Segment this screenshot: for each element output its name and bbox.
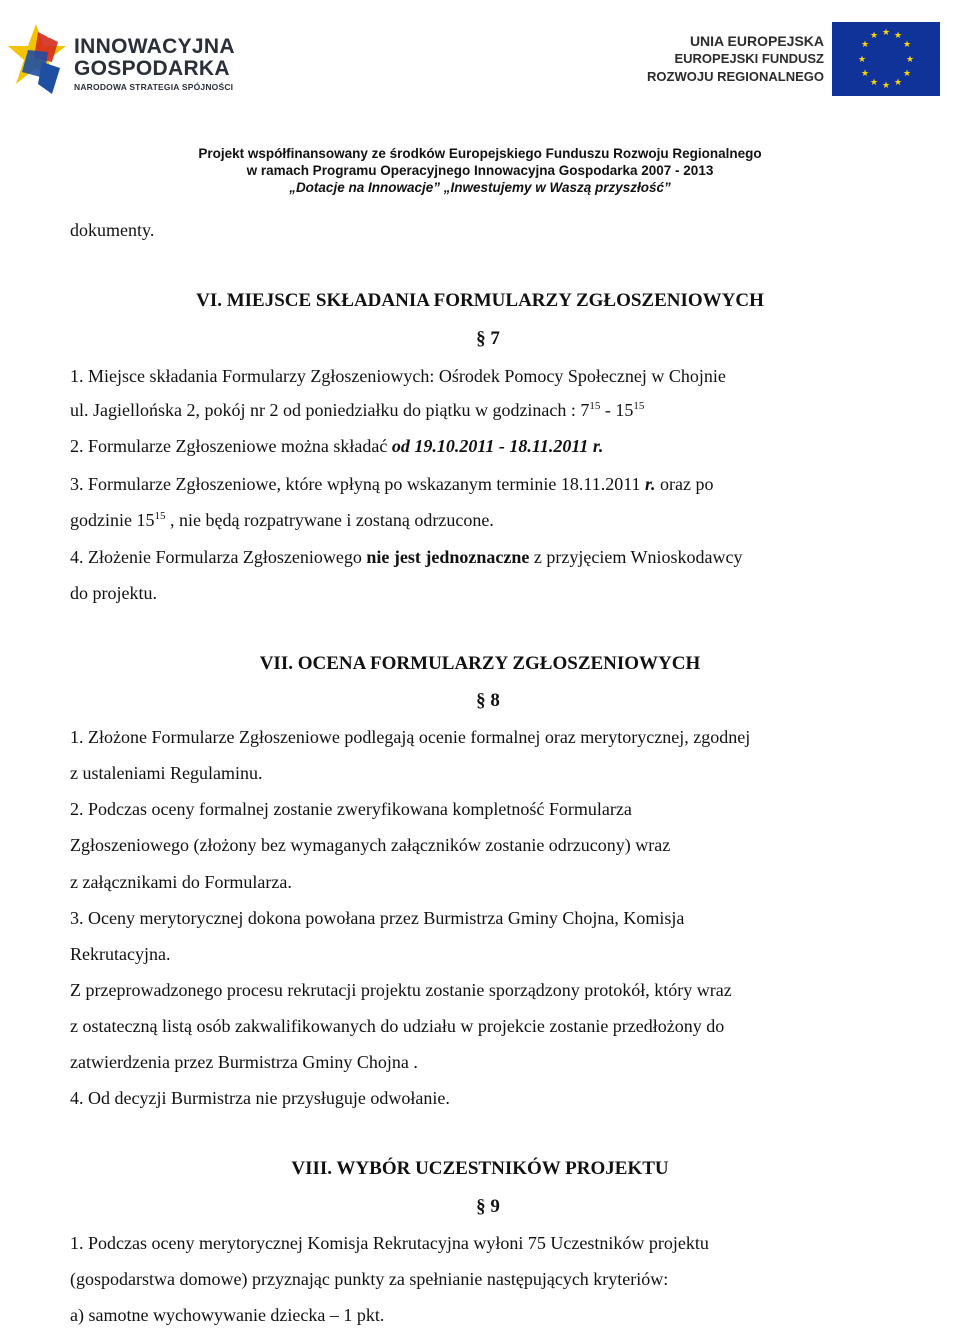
section-7-heading: VII. OCENA FORMULARZY ZGŁOSZENIOWYCH [259, 653, 701, 674]
svg-text:★: ★ [881, 28, 891, 38]
s7-protocol-line-1: Z przeprowadzonego procesu rekrutacji projektu zostanie sporządzony protokół, który wraz [70, 980, 732, 1000]
s7-point-2: 2. Podczas oceny formalnej zostanie zweryfikowana kompletność Formularza [70, 799, 632, 819]
s7-point-3: 3. Oceny merytorycznej dokona powołana przez Burmistrza Gminy Chojna, Komisja [70, 908, 685, 928]
eu-logo-line-2: EUROPEJSKI FUNDUSZ [674, 51, 824, 66]
s7-point-1: 1. Złożone Formularze Zgłoszeniowe podlegają ocenie formalnej oraz merytorycznej, zgodnej [70, 727, 751, 747]
s7-point-3-cont: Rekrutacyjna. [70, 944, 171, 964]
logo-line-1: INNOWACYJNA [74, 35, 235, 58]
s6-point-4-cont: do projektu. [70, 583, 157, 603]
paragraph-9-mark: § 9 [476, 1196, 500, 1217]
innowacyjna-star-icon [8, 22, 70, 104]
svg-text:★: ★ [860, 40, 870, 50]
eu-logo-line-1: UNIA EUROPEJSKA [689, 33, 824, 49]
s6-point-3-cont: godzinie $15^{15}$ , nie będą rozpatrywane i zostaną odrzucone. [70, 510, 494, 530]
section-8-heading: VIII. WYBÓR UCZESTNIKÓW PROJEKTU [291, 1158, 669, 1179]
s7-protocol-line-2: z ostateczną listą osób zakwalifikowanych do udziału w projekcie zostanie przedłożony do [70, 1016, 725, 1036]
logo-line-2: GOSPODARKA [74, 57, 230, 80]
svg-text:★: ★ [869, 31, 879, 41]
paragraph-8-mark: § 8 [476, 690, 500, 711]
s7-protocol-line-3: zatwierdzenia przez Burmistrza Gminy Chojna . [70, 1052, 418, 1072]
s7-point-1-cont: z ustaleniami Regulaminu. [70, 763, 263, 783]
eu-flag-icon [832, 22, 940, 96]
eu-logo-line-3: ROZWOJU REGIONALNEGO [647, 69, 824, 84]
s7-point-4: 4. Od decyzji Burmistrza nie przysługuje odwołanie. [70, 1088, 450, 1108]
svg-text:★: ★ [857, 55, 867, 65]
eu-logo [648, 18, 948, 103]
intro-text: dokumenty. [70, 220, 155, 240]
svg-text:★: ★ [881, 81, 891, 91]
s6-point-4: 4. Złożenie Formularza Zgłoszeniowego nie jest jednoznaczne z przyjęciem Wnioskodawcy [70, 547, 743, 567]
innowacyjna-gospodarka-logo [8, 22, 248, 104]
s8-criterion-a: a) samotne wychowywanie dziecka – 1 pkt. [70, 1305, 385, 1325]
paragraph-7-mark: § 7 [476, 328, 500, 349]
s8-point-1-cont: (gospodarstwa domowe) przyznając punkty za spełnianie następujących kryteriów: [70, 1269, 669, 1289]
svg-text:★: ★ [902, 69, 912, 79]
s7-point-2-end: z załącznikami do Formularza. [70, 872, 292, 892]
svg-text:★: ★ [893, 78, 903, 88]
s6-point-1: 1. Miejsce składania Formularzy Zgłoszeniowych: Ośrodek Pomocy Społecznej w Chojnie [70, 366, 726, 386]
s7-point-2-cont: Zgłoszeniowego (złożony bez wymaganych załączników zostanie odrzucony) wraz [70, 835, 671, 855]
svg-text:★: ★ [905, 55, 915, 65]
project-banner-line-1: Projekt współfinansowany ze środków Europejskiego Funduszu Rozwoju Regionalnego [198, 146, 762, 161]
s6-point-2: 2. Formularze Zgłoszeniowe można składać od 19.10.2011 - 18.11.2011 r. [70, 436, 604, 456]
s6-point-1-address: ul. Jagiellońska 2, pokój nr 2 od poniedziałku do piątku w godzinach : $7^{15} - 15^{15}$ [70, 400, 645, 420]
svg-text:★: ★ [860, 69, 870, 79]
svg-text:★: ★ [869, 78, 879, 88]
project-banner-line-3: „Dotacje na Innowacje” „Inwestujemy w Waszą przyszłość” [289, 180, 671, 195]
s6-point-3: 3. Formularze Zgłoszeniowe, które wpłyną po wskazanym terminie 18.11.2011 r. oraz po [70, 474, 714, 494]
svg-text:★: ★ [902, 40, 912, 50]
svg-text:★: ★ [893, 31, 903, 41]
section-6-heading: VI. MIEJSCE SKŁADANIA FORMULARZY ZGŁOSZENIOWYCH [196, 290, 764, 311]
project-banner-line-2: w ramach Programu Operacyjnego Innowacyjna Gospodarka 2007 - 2013 [246, 163, 714, 178]
logo-line-3: NARODOWA STRATEGIA SPÓJNOŚCI [74, 82, 234, 92]
s8-point-1: 1. Podczas oceny merytorycznej Komisja Rekrutacyjna wyłoni 75 Uczestników projektu [70, 1233, 709, 1253]
